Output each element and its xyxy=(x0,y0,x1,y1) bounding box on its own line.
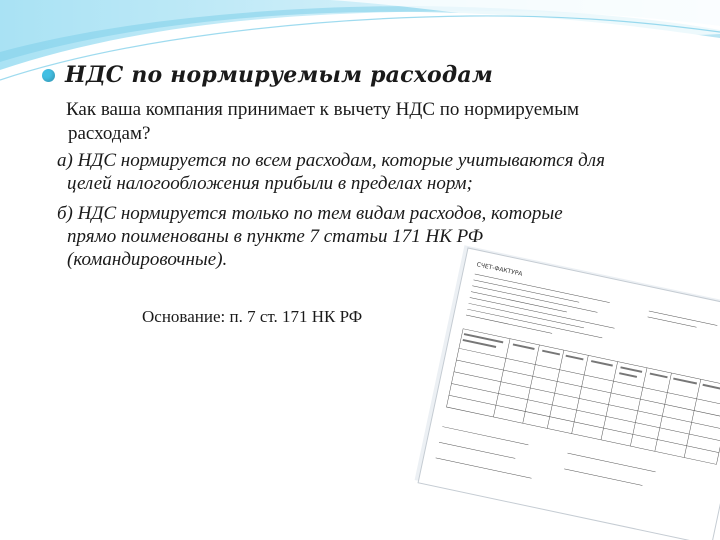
option-b-line-2: прямо поименованы в пункте 7 статьи 171 НК РФ xyxy=(67,226,483,247)
question-line-2: расходам? xyxy=(68,123,151,144)
option-a-line-1: а) НДС нормируется по всем расходам, которые учитываются для xyxy=(57,150,605,171)
invoice-header-text: СЧЕТ-ФАКТУРА xyxy=(475,261,523,278)
basis-reference: Основание: п. 7 ст. 171 НК РФ xyxy=(142,307,363,326)
option-b-line-1: б) НДС нормируется только по тем видам расходов, которые xyxy=(57,203,563,224)
option-b-line-3: (командировочные). xyxy=(67,249,228,270)
option-a-line-2: целей налогообложения прибыли в пределах норм; xyxy=(67,173,473,194)
question-line-1: Как ваша компания принимает к вычету НДС по нормируемым xyxy=(66,99,579,120)
slide-title: НДС по нормируемым расходам xyxy=(65,62,493,88)
